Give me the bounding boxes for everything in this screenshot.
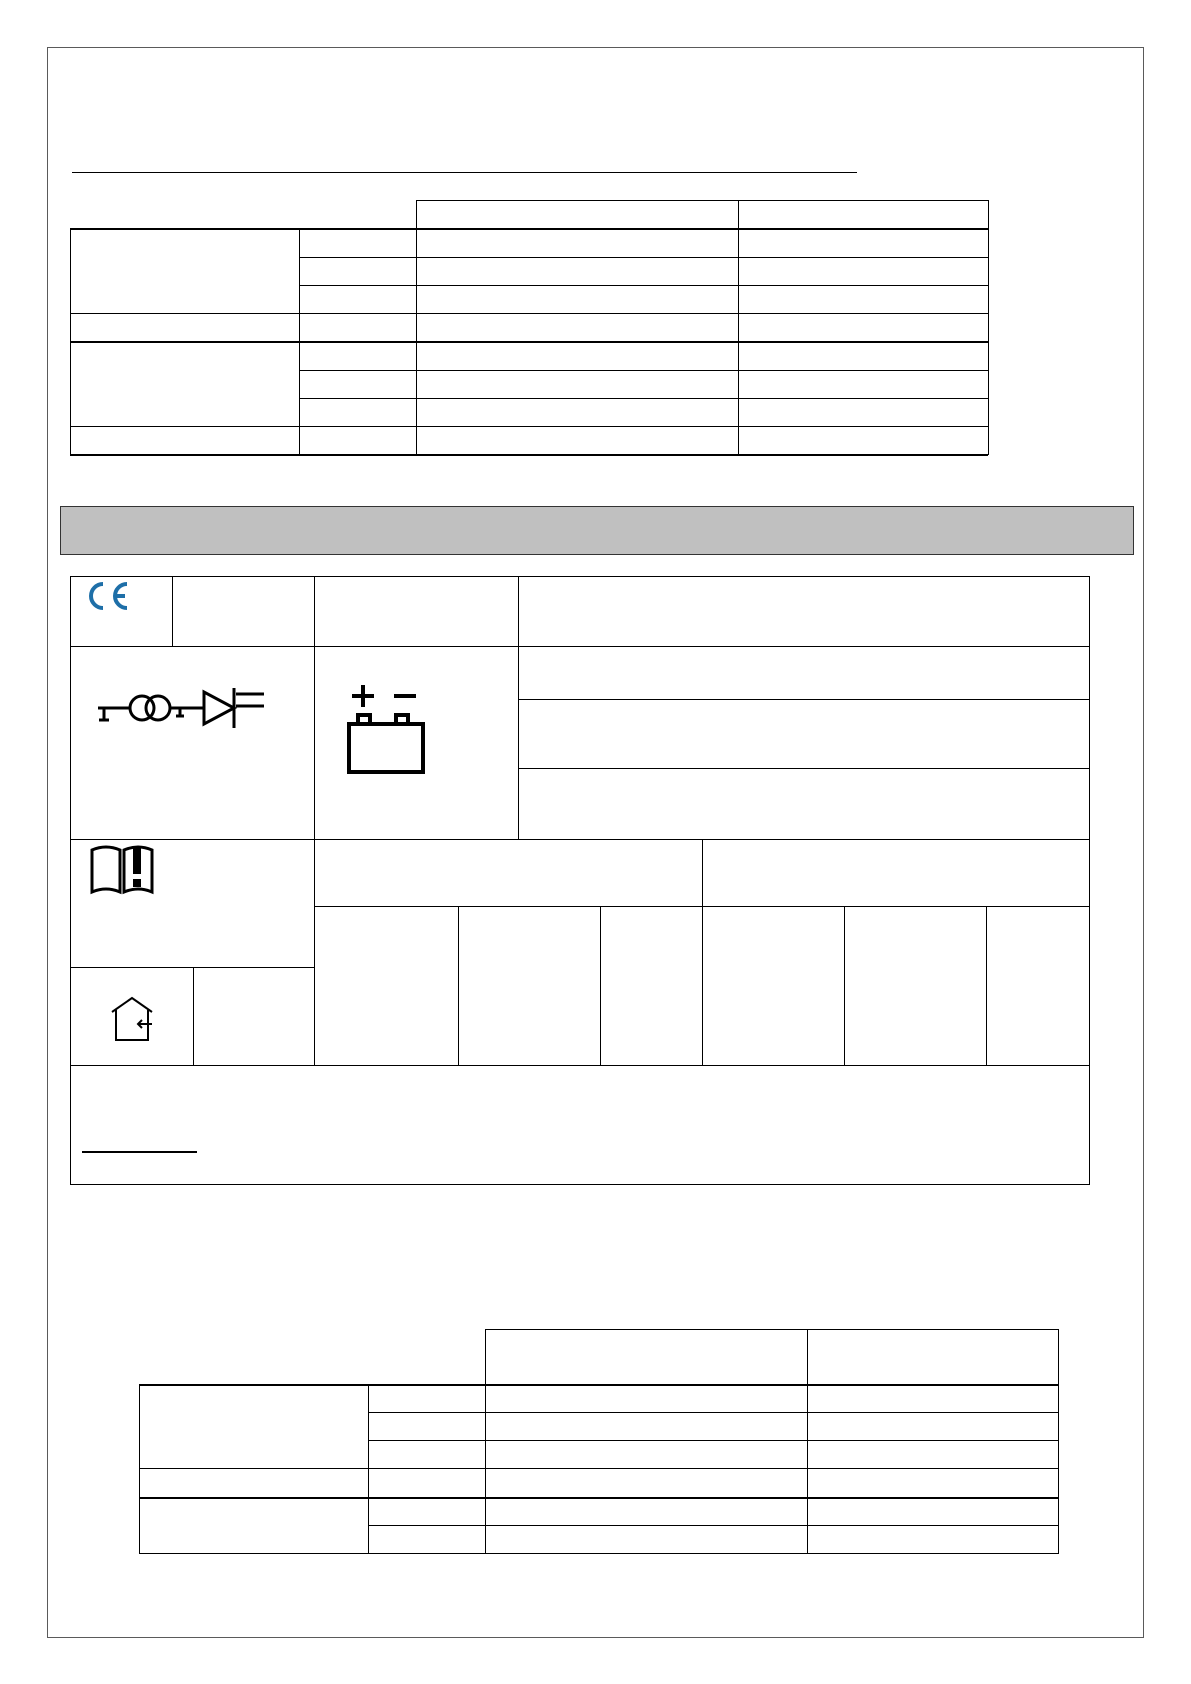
marking-line	[518, 768, 1090, 769]
table-2-line	[485, 1329, 486, 1554]
read-instructions-icon	[88, 844, 160, 894]
table-2-line	[139, 1497, 1058, 1499]
marking-line	[172, 576, 173, 646]
table-2-line	[139, 1468, 1058, 1469]
table-2-line	[368, 1384, 369, 1554]
table-2-line	[368, 1412, 1058, 1413]
table-2-line	[368, 1525, 1058, 1526]
marking-line	[314, 906, 1090, 907]
table-2-line	[139, 1384, 140, 1554]
marking-line	[518, 699, 1090, 700]
table-1-line	[70, 341, 988, 343]
table-1-line	[738, 200, 739, 455]
table-1-line	[299, 257, 988, 258]
marking-panel-border	[70, 576, 1090, 1185]
table-2-line	[1058, 1329, 1059, 1554]
table-2-line	[368, 1440, 1058, 1441]
section-header-bar	[60, 506, 1134, 555]
marking-line	[600, 906, 601, 1065]
indoor-use-icon	[108, 996, 160, 1044]
marking-line	[314, 839, 315, 1065]
table-1-line	[988, 200, 989, 455]
table-1-line	[70, 454, 988, 456]
marking-line	[70, 967, 314, 968]
battery-icon	[344, 682, 444, 778]
table-2-line	[139, 1553, 1058, 1554]
marking-line	[70, 646, 1090, 647]
table-1-line	[299, 285, 988, 286]
table-2-line	[139, 1384, 1058, 1386]
marking-line	[458, 906, 459, 1065]
notes-underline	[82, 1151, 197, 1153]
table-1-line	[416, 200, 417, 455]
table-1-line	[70, 228, 71, 455]
marking-line	[314, 576, 315, 839]
marking-line	[518, 576, 519, 839]
table-1-line	[70, 426, 988, 427]
marking-line	[986, 906, 987, 1065]
table-2-line	[807, 1329, 808, 1554]
marking-line	[70, 1065, 1090, 1066]
table-2-line	[485, 1329, 1058, 1330]
marking-line	[844, 906, 845, 1065]
heading-underline	[72, 172, 857, 173]
table-1-line	[70, 313, 988, 314]
transformer-rectifier-icon	[96, 684, 268, 724]
table-1-line	[416, 200, 988, 201]
marking-line	[193, 967, 194, 1065]
ce-mark-icon	[84, 580, 130, 612]
table-1-line	[299, 398, 988, 399]
table-1-line	[299, 370, 988, 371]
marking-line	[70, 839, 1090, 840]
table-1-line	[70, 228, 988, 230]
marking-line	[702, 839, 703, 1065]
table-1-line	[299, 228, 300, 455]
